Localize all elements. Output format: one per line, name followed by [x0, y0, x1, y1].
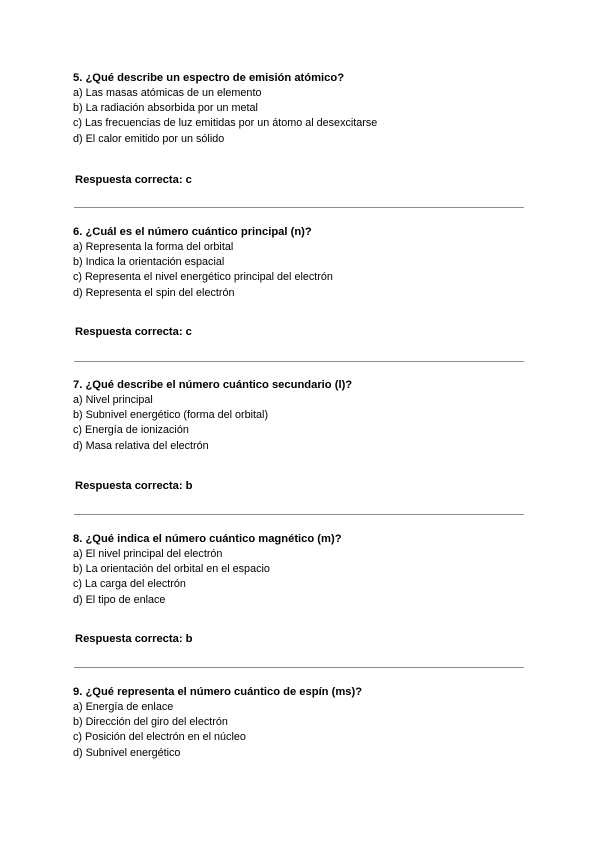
correct-answer: Respuesta correcta: b: [75, 480, 193, 492]
option-c: c) Posición del electrón en el núcleo: [73, 731, 246, 744]
option-c: c) La carga del electrón: [73, 578, 186, 591]
option-c: c) Energía de ionización: [73, 424, 189, 437]
option-a: a) El nivel principal del electrón: [73, 548, 223, 560]
option-d: d) Representa el spin del electrón: [73, 286, 235, 299]
option-a: a) Energía de enlace: [73, 701, 174, 713]
question-title: 5. ¿Qué describe un espectro de emisión atómico?: [73, 72, 345, 84]
correct-answer: Respuesta correcta: c: [75, 326, 192, 338]
question-title: 6. ¿Cuál es el número cuántico principal (n)?: [73, 226, 312, 238]
option-a: a) Las masas atómicas de un elemento: [73, 87, 262, 99]
option-b: b) Indica la orientación espacial: [73, 256, 225, 269]
question-title: 8. ¿Qué indica el número cuántico magnético (m)?: [73, 533, 342, 545]
option-b: b) Subnivel energético (forma del orbital): [73, 409, 269, 422]
option-d: d) El tipo de enlace: [73, 593, 166, 606]
question-9: [73, 684, 533, 761]
option-b: b) Dirección del giro del electrón: [73, 716, 228, 729]
question-8: [73, 531, 533, 608]
question-5: [73, 70, 533, 147]
option-c: c) Representa el nivel energético principal del electrón: [73, 271, 333, 284]
option-b: b) La radiación absorbida por un metal: [73, 102, 258, 115]
divider: [74, 361, 524, 362]
option-d: d) El calor emitido por un sólido: [73, 132, 225, 145]
divider: [74, 514, 524, 515]
question-7: [73, 377, 533, 454]
correct-answer: Respuesta correcta: b: [75, 633, 193, 645]
option-a: a) Representa la forma del orbital: [73, 241, 234, 253]
option-c: c) Las frecuencias de luz emitidas por un átomo al desexcitarse: [73, 117, 378, 130]
question-6: [73, 224, 533, 301]
question-title: 9. ¿Qué representa el número cuántico de espín (ms)?: [73, 686, 363, 698]
correct-answer: Respuesta correcta: c: [75, 174, 192, 186]
question-title: 7. ¿Qué describe el número cuántico secundario (l)?: [73, 379, 353, 391]
option-b: b) La orientación del orbital en el espacio: [73, 563, 270, 576]
option-a: a) Nivel principal: [73, 394, 153, 406]
divider: [74, 667, 524, 668]
option-d: d) Subnivel energético: [73, 746, 181, 759]
option-d: d) Masa relativa del electrón: [73, 439, 209, 452]
divider: [74, 207, 524, 208]
